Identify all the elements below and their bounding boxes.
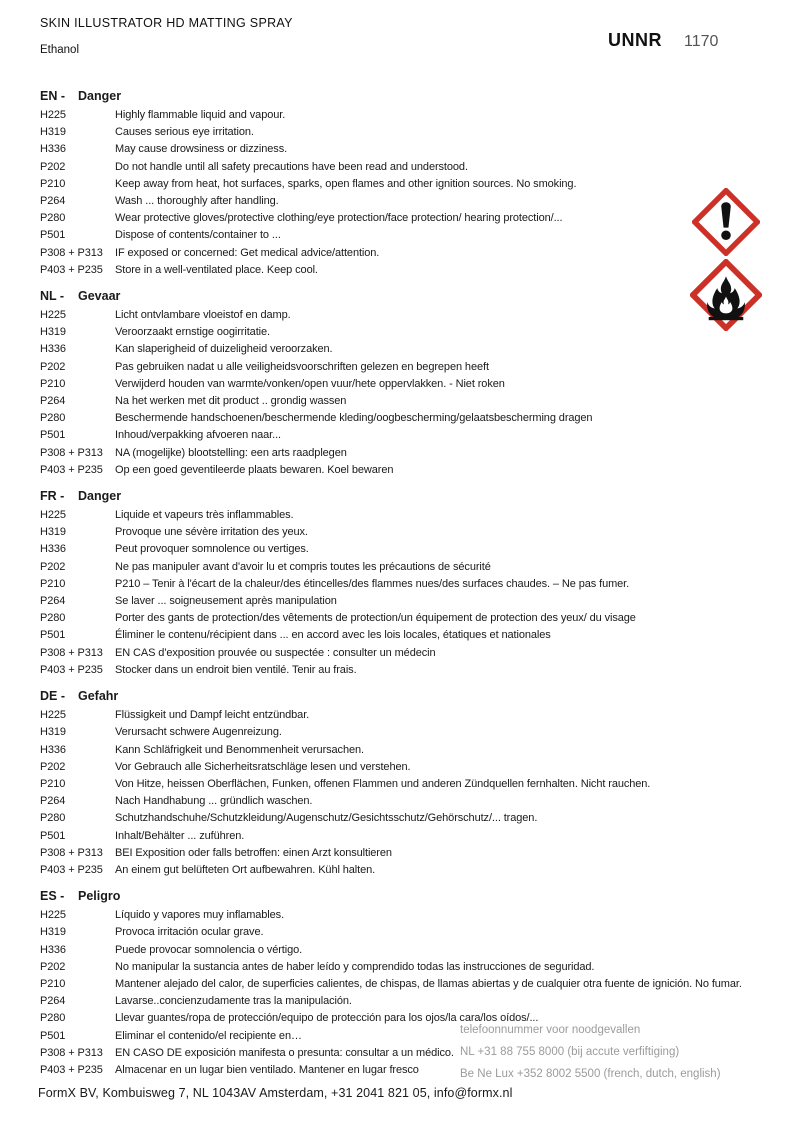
statement-text: Provoca irritación ocular grave. bbox=[115, 926, 264, 939]
statement-text: Llevar guantes/ropa de protección/equipo de protección para los ojos/la cara/los oídos/... bbox=[115, 1012, 539, 1025]
sections bbox=[40, 86, 742, 1086]
statement-code: P202 bbox=[40, 760, 66, 773]
statement-row bbox=[40, 324, 700, 341]
statement-text: Verwijderd houden van warmte/vonken/open vuur/hete oppervlakken. - Niet roken bbox=[115, 377, 505, 390]
section-de bbox=[40, 686, 700, 879]
statement-text: Veroorzaakt ernstige oogirritatie. bbox=[115, 326, 270, 339]
signal-word: Gevaar bbox=[78, 289, 121, 304]
statement-row bbox=[40, 193, 700, 210]
un-number-label: UNNR bbox=[608, 30, 662, 50]
statement-text: Op een goed geventileerde plaats bewaren. Koel bewaren bbox=[115, 463, 394, 476]
statement-code: H225 bbox=[40, 709, 66, 722]
statement-row bbox=[40, 742, 700, 759]
statement-row bbox=[40, 210, 700, 227]
statement-row bbox=[40, 462, 700, 479]
statement-text: Beschermende handschoenen/beschermende kleding/oogbescherming/gelaatsbescherming dragen bbox=[115, 412, 593, 425]
statement-text: Flüssigkeit und Dampf leicht entzündbar. bbox=[115, 709, 310, 722]
statement-code: P403 + P235 bbox=[40, 863, 103, 876]
statement-code: P264 bbox=[40, 995, 66, 1008]
statement-code: H319 bbox=[40, 726, 66, 739]
statement-text: Nach Handhabung ... gründlich waschen. bbox=[115, 795, 313, 808]
statement-row bbox=[40, 559, 700, 576]
statement-row bbox=[40, 610, 700, 627]
statement-row bbox=[40, 262, 700, 279]
statement-code: P403 + P235 bbox=[40, 1063, 103, 1076]
signal-word: Danger bbox=[78, 89, 122, 103]
statement-row bbox=[40, 993, 700, 1010]
statement-text: Store in a well-ventilated place. Keep cool. bbox=[115, 263, 318, 276]
statement-row bbox=[40, 359, 700, 376]
statement-text: Highly flammable liquid and vapour. bbox=[115, 109, 286, 121]
statement-row bbox=[40, 627, 700, 644]
language-code: EN - bbox=[40, 89, 65, 103]
statement-code: P308 + P313 bbox=[40, 1046, 103, 1059]
statement-text: Von Hitze, heissen Oberflächen, Funken, offenen Flammen und anderen Zündquellen fernhalten. Nicht rauchen. bbox=[115, 777, 651, 790]
statement-text: Puede provocar somnolencia o vértigo. bbox=[115, 943, 303, 956]
statement-text: Dispose of contents/container to ... bbox=[115, 229, 281, 242]
statement-text: NA (mogelijke) blootstelling: een arts raadplegen bbox=[115, 446, 347, 459]
statement-code: P210 bbox=[40, 177, 66, 190]
statement-code: P210 bbox=[40, 577, 66, 590]
signal-word: Danger bbox=[78, 489, 122, 504]
section-fr bbox=[40, 486, 700, 679]
statement-code: P308 + P313 bbox=[40, 846, 103, 859]
statement-text: Wash ... thoroughly after handling. bbox=[115, 195, 279, 208]
emergency-benelux-number: Be Ne Lux +352 8002 5500 (french, dutch, english) bbox=[460, 1068, 721, 1080]
statement-text: EN CAS d'exposition prouvée ou suspectée : consulter un médecin bbox=[115, 646, 436, 659]
section-header bbox=[40, 486, 700, 506]
signal-word: Peligro bbox=[78, 889, 121, 904]
statement-row bbox=[40, 445, 700, 462]
section-header bbox=[40, 686, 700, 706]
statement-row bbox=[40, 427, 700, 444]
statement-code: P501 bbox=[40, 1029, 66, 1042]
statement-row bbox=[40, 227, 700, 244]
statement-row bbox=[40, 393, 700, 410]
statement-text: Wear protective gloves/protective clothing/eye protection/face protection/ hearing protection/... bbox=[115, 212, 563, 225]
section-en bbox=[40, 86, 700, 279]
statement-row bbox=[40, 862, 700, 879]
statement-text: EN CASO DE exposición manifesta o presunta: consultar a un médico. bbox=[115, 1046, 454, 1059]
section-nl bbox=[40, 286, 700, 479]
language-code: ES - bbox=[40, 889, 65, 904]
statement-row bbox=[40, 810, 700, 827]
statement-text: Eliminar el contenido/el recipiente en… bbox=[115, 1029, 302, 1042]
statement-text: BEI Exposition oder falls betroffen: einen Arzt konsultieren bbox=[115, 846, 392, 859]
statement-text: Keep away from heat, hot surfaces, sparks, open flames and other ignition sources. No smoking. bbox=[115, 177, 577, 190]
statement-row bbox=[40, 662, 700, 679]
statement-code: P501 bbox=[40, 229, 66, 242]
statement-code: P264 bbox=[40, 395, 66, 408]
statement-text: Almacenar en un lugar bien ventilado. Mantener en lugar fresco bbox=[115, 1063, 419, 1076]
statement-code: P210 bbox=[40, 977, 66, 990]
statement-code: P280 bbox=[40, 812, 66, 825]
statement-row bbox=[40, 593, 700, 610]
emergency-numbers bbox=[460, 1024, 721, 1090]
statement-code: H225 bbox=[40, 109, 66, 121]
statement-code: H225 bbox=[40, 509, 66, 522]
emergency-nl-number: NL +31 88 755 8000 (bij accute verfiftiging) bbox=[460, 1046, 680, 1058]
statement-text: Causes serious eye irritation. bbox=[115, 126, 254, 139]
statement-code: H336 bbox=[40, 543, 66, 556]
ghs-pictograms bbox=[688, 188, 764, 331]
statement-row bbox=[40, 524, 700, 541]
statement-row bbox=[40, 541, 700, 558]
statement-row bbox=[40, 828, 700, 845]
statement-code: H319 bbox=[40, 326, 66, 339]
statement-text: Líquido y vapores muy inflamables. bbox=[115, 909, 285, 922]
statement-row bbox=[40, 107, 700, 124]
statement-text: Kan slaperigheid of duizeligheid veroorzaken. bbox=[115, 343, 333, 356]
statement-row bbox=[40, 307, 700, 324]
statement-row bbox=[40, 159, 700, 176]
statement-code: P202 bbox=[40, 360, 66, 373]
statement-text: No manipular la sustancia antes de haber leído y comprendido todas las instrucciones de seguridad. bbox=[115, 960, 595, 973]
statement-text: Mantener alejado del calor, de superficies calientes, de chispas, de llamas abiertas y de cualquier otra fuente de ignición. No fumar. bbox=[115, 977, 742, 990]
statement-text: Schutzhandschuhe/Schutzkleidung/Augenschutz/Gesichtsschutz/Gehörschutz/... tragen. bbox=[115, 812, 538, 825]
statement-text: Peut provoquer somnolence ou vertiges. bbox=[115, 543, 309, 556]
un-number-value: 1170 bbox=[684, 33, 719, 50]
statement-code: H336 bbox=[40, 743, 66, 756]
statement-code: P501 bbox=[40, 429, 66, 442]
statement-code: H336 bbox=[40, 343, 66, 356]
statement-text: Porter des gants de protection/des vêtements de protection/un équipement de protection des yeux/ du visage bbox=[115, 612, 636, 625]
statement-row bbox=[40, 845, 700, 862]
statement-row bbox=[40, 645, 700, 662]
statement-text: Verursacht schwere Augenreizung. bbox=[115, 726, 282, 739]
statement-code: H225 bbox=[40, 309, 66, 322]
statement-code: H336 bbox=[40, 143, 66, 156]
statement-row bbox=[40, 507, 700, 524]
statement-row bbox=[40, 376, 700, 393]
statement-row bbox=[40, 724, 700, 741]
statement-text: Na het werken met dit product .. grondig wassen bbox=[115, 395, 347, 408]
company-address: FormX BV, Kombuisweg 7, NL 1043AV Amsterdam, +31 2041 821 05, info@formx.nl bbox=[38, 1086, 513, 1100]
statement-code: P264 bbox=[40, 595, 66, 608]
statement-code: P264 bbox=[40, 795, 66, 808]
statement-code: P501 bbox=[40, 629, 66, 642]
statement-text: Lavarse..concienzudamente tras la manipulación. bbox=[115, 995, 352, 1008]
statement-row bbox=[40, 124, 700, 141]
statement-row bbox=[40, 959, 700, 976]
statement-text: Inhoud/verpakking afvoeren naar... bbox=[115, 429, 281, 442]
ghs02-flame-icon bbox=[690, 259, 762, 331]
product-title: SKIN ILLUSTRATOR HD MATTING SPRAY bbox=[40, 16, 293, 30]
un-number-block bbox=[608, 30, 718, 51]
statement-code: H336 bbox=[40, 943, 66, 956]
language-code: DE - bbox=[40, 689, 65, 704]
statement-code: P202 bbox=[40, 960, 66, 973]
statement-row bbox=[40, 776, 700, 793]
statement-row bbox=[40, 245, 700, 262]
statement-code: P280 bbox=[40, 612, 66, 625]
statement-code: P202 bbox=[40, 560, 66, 573]
statement-code: P280 bbox=[40, 412, 66, 425]
statement-code: P264 bbox=[40, 195, 66, 208]
statement-code: P403 + P235 bbox=[40, 263, 103, 276]
statement-row bbox=[40, 176, 700, 193]
substance-name: Ethanol bbox=[40, 44, 80, 56]
statement-row bbox=[40, 942, 700, 959]
statement-text: Se laver ... soigneusement après manipulation bbox=[115, 595, 337, 608]
section-header bbox=[40, 886, 700, 906]
statement-row bbox=[40, 707, 700, 724]
statement-text: Licht ontvlambare vloeistof en damp. bbox=[115, 309, 291, 322]
statement-code: P210 bbox=[40, 777, 66, 790]
statement-row bbox=[40, 141, 700, 158]
statement-code: H319 bbox=[40, 126, 66, 139]
statement-code: P308 + P313 bbox=[40, 646, 103, 659]
statement-text: Inhalt/Behälter ... zuführen. bbox=[115, 829, 245, 842]
statement-code: P501 bbox=[40, 829, 66, 842]
statement-text: Vor Gebrauch alle Sicherheitsratschläge lesen und verstehen. bbox=[115, 760, 411, 773]
section-header bbox=[40, 86, 700, 106]
statement-row bbox=[40, 793, 700, 810]
statement-row bbox=[40, 976, 742, 993]
statement-code: P202 bbox=[40, 160, 66, 173]
signal-word: Gefahr bbox=[78, 689, 119, 704]
statement-text: Kann Schläfrigkeit und Benommenheit verursachen. bbox=[115, 743, 364, 756]
statement-code: P403 + P235 bbox=[40, 463, 103, 476]
statement-code: H225 bbox=[40, 909, 66, 922]
statement-code: P280 bbox=[40, 1012, 66, 1025]
statement-row bbox=[40, 759, 700, 776]
statement-text: Pas gebruiken nadat u alle veiligheidsvoorschriften gelezen en begrepen heeft bbox=[115, 360, 489, 373]
statement-code: P210 bbox=[40, 377, 66, 390]
statement-text: Ne pas manipuler avant d'avoir lu et compris toutes les précautions de sécurité bbox=[115, 560, 491, 573]
statement-row bbox=[40, 907, 700, 924]
statement-row bbox=[40, 341, 700, 358]
statement-row bbox=[40, 576, 700, 593]
statement-text: Stocker dans un endroit bien ventilé. Tenir au frais. bbox=[115, 663, 357, 676]
statement-text: P210 – Tenir à l'écart de la chaleur/des étincelles/des flammes nues/des surfaces chaudes. – Ne pas fumer. bbox=[115, 577, 630, 590]
statement-code: P280 bbox=[40, 212, 66, 225]
statement-row bbox=[40, 924, 700, 941]
statement-text: May cause drowsiness or dizziness. bbox=[115, 143, 288, 156]
statement-text: IF exposed or concerned: Get medical advice/attention. bbox=[115, 246, 380, 259]
statement-text: Éliminer le contenu/récipient dans ... en accord avec les lois locales, étatiques et nationales bbox=[115, 629, 551, 642]
statement-code: P308 + P313 bbox=[40, 246, 103, 259]
statement-row bbox=[40, 410, 700, 427]
statement-code: P403 + P235 bbox=[40, 663, 103, 676]
statement-text: Provoque une sévère irritation des yeux. bbox=[115, 526, 308, 539]
statement-text: Liquide et vapeurs très inflammables. bbox=[115, 509, 294, 522]
statement-text: An einem gut belüfteten Ort aufbewahren. Kühl halten. bbox=[115, 863, 376, 876]
language-code: FR - bbox=[40, 489, 65, 504]
statement-code: P308 + P313 bbox=[40, 446, 103, 459]
statement-code: H319 bbox=[40, 526, 66, 539]
statement-code: H319 bbox=[40, 926, 66, 939]
language-code: NL - bbox=[40, 289, 65, 304]
ghs07-exclamation-icon bbox=[692, 188, 760, 256]
emergency-heading: telefoonnummer voor noodgevallen bbox=[460, 1024, 641, 1036]
statement-text: Do not handle until all safety precautions have been read and understood. bbox=[115, 160, 468, 173]
section-header bbox=[40, 286, 700, 306]
